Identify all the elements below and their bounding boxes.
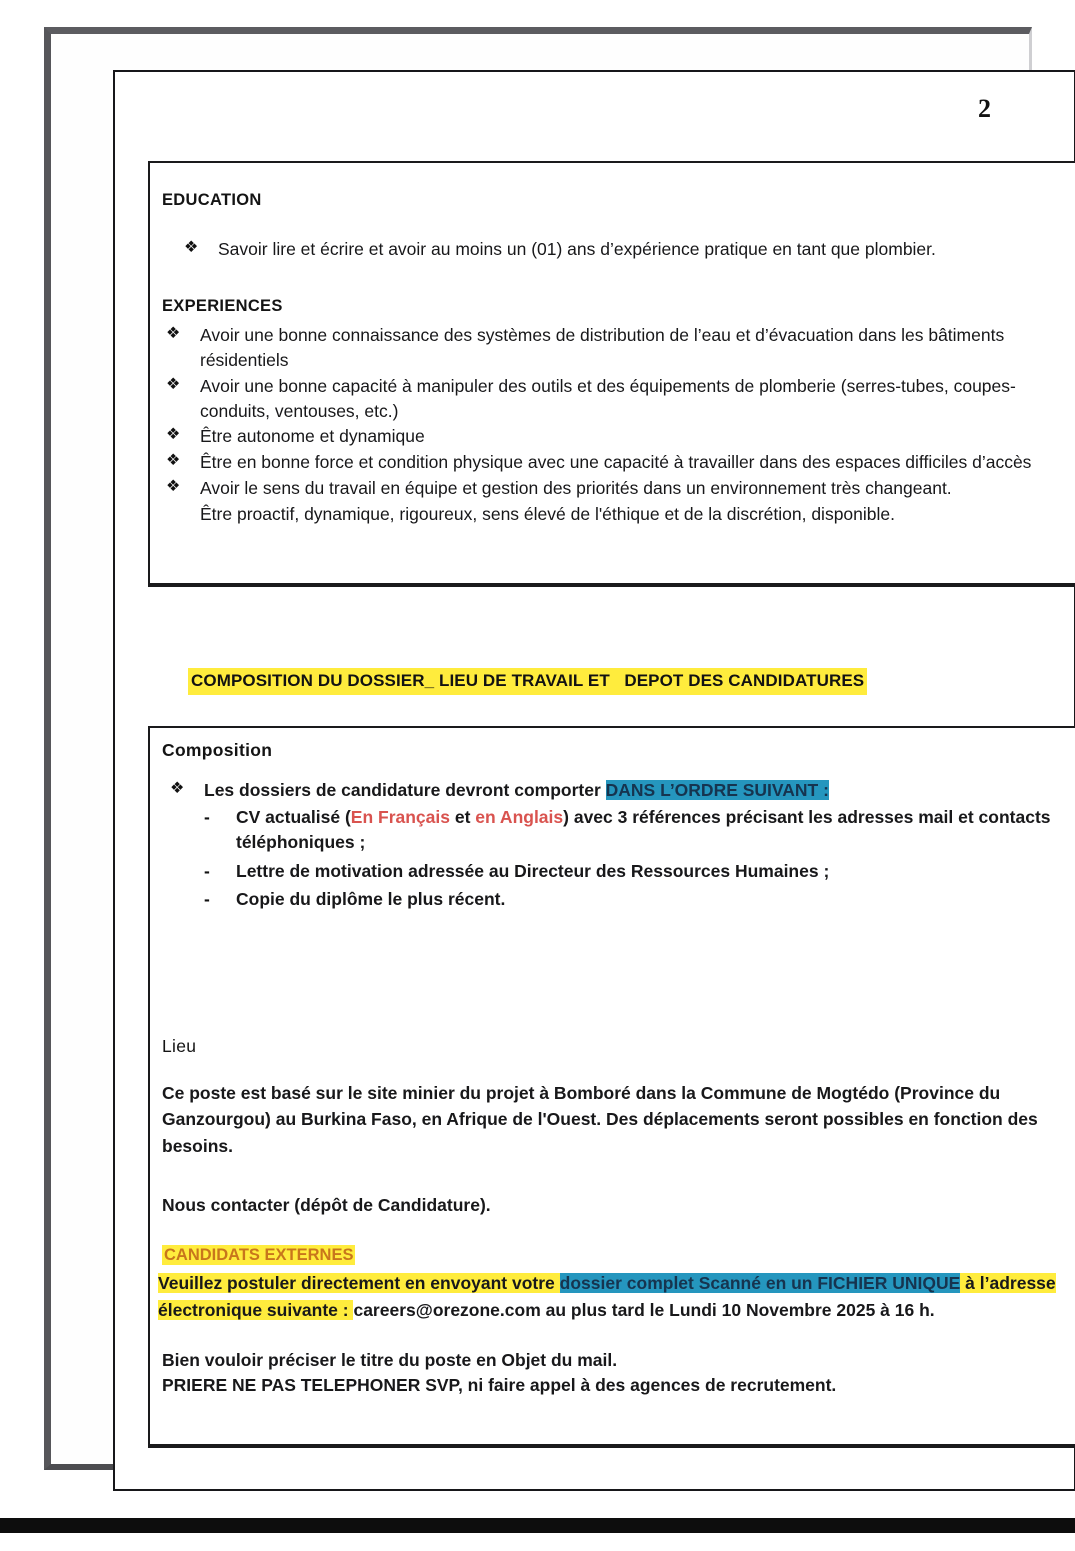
diamond-bullet-icon: ❖ (170, 780, 185, 797)
diamond-bullet-icon: ❖ (166, 452, 181, 470)
contact-line-wrap (162, 1193, 491, 1218)
lieu-paragraph: Ce poste est basé sur le site minier du projet à Bomboré dans la Commune de Mogtédo (Province du Ganzourgou) au Burkina Faso, en Afrique de l'Ouest. Des déplacements seront possibles en fonction des besoins. (162, 1083, 1038, 1156)
cv-prefix: CV actualisé ( (236, 806, 351, 827)
list-item (166, 323, 1072, 373)
cv-suffix: ) avec 3 références précisant les adresses mail et contacts téléphoniques ; (236, 806, 1051, 852)
list-item (184, 237, 1074, 262)
experiences-trailing-line-row (166, 502, 1072, 527)
note-line: Bien vouloir préciser le titre du poste en Objet du mail. (162, 1350, 618, 1370)
scanned-page-frame (44, 27, 1056, 1470)
diamond-bullet-icon: ❖ (166, 325, 181, 342)
list-item (166, 424, 1072, 449)
list-item (166, 476, 1072, 501)
note-line: PRIERE NE PAS TELEPHONER SVP, ni faire appel à des agences de recrutement. (162, 1374, 837, 1395)
diamond-bullet-icon: ❖ (184, 239, 199, 256)
education-heading: EDUCATION (162, 191, 262, 209)
composition-lead (204, 778, 1070, 803)
scanner-edge-bar (0, 1518, 1075, 1533)
list-item (170, 778, 1070, 803)
experience-item-text: Être en bonne force et condition physique avec une capacité à travailler dans des espaces difficiles d’accès (200, 452, 1032, 473)
composition-sub-item-text: Lettre de motivation adressée au Directeur des Ressources Humaines ; (236, 860, 830, 881)
lieu-heading-wrap (162, 1036, 196, 1057)
composition-heading: Composition (162, 740, 273, 760)
list-item (166, 374, 1072, 424)
experience-item-text: Être autonome et dynamique (200, 426, 425, 447)
section-banner-composition: COMPOSITION DU DOSSIER_ LIEU DE TRAVAIL ET DEPOT DES CANDIDATURES (188, 668, 867, 695)
dash-bullet-icon: - (204, 860, 210, 881)
application-deadline: au plus tard le Lundi 10 Novembre 2025 à 16 h. (540, 1299, 935, 1320)
experiences-items (166, 323, 1072, 527)
composition-heading-wrap (162, 740, 272, 761)
composition-sub-item-text (236, 805, 1070, 855)
list-item (204, 887, 1070, 912)
composition-sub-list (204, 805, 1070, 912)
external-candidates-instructions (158, 1270, 1064, 1323)
external-candidates-heading: CANDIDATS EXTERNES (164, 1246, 354, 1264)
cv-mid: et (450, 806, 476, 827)
page-inner-border (113, 70, 1075, 1491)
diamond-bullet-icon: ❖ (166, 478, 181, 496)
composition-lead-highlight: DANS L’ORDRE SUIVANT : (605, 780, 829, 800)
composition-lead-prefix: Les dossiers de candidature devront comporter (204, 780, 606, 800)
cv-lang-fr: En Français (350, 806, 450, 827)
closing-notes (162, 1348, 1062, 1398)
experiences-trailing-line: Être proactif, dynamique, rigoureux, sens élevé de l'éthique et de la discrétion, disponible. (200, 503, 896, 524)
application-email[interactable]: careers@orezone.com (353, 1299, 541, 1320)
external-candidates-heading-wrap (162, 1244, 1068, 1267)
instructions-part-1: Veuillez postuler directement en envoyant votre (158, 1273, 560, 1294)
composition-list (170, 778, 1070, 916)
diamond-bullet-icon: ❖ (166, 426, 181, 444)
page-number: 2 (978, 94, 992, 123)
education-heading-wrap (162, 191, 262, 210)
experience-item-text: Avoir le sens du travail en équipe et gestion des priorités dans un environnement très changeant. (200, 478, 952, 499)
instructions-part-2: à l’adresse électronique suivante : (158, 1273, 1056, 1320)
lieu-body (162, 1080, 1070, 1159)
list-item (204, 859, 1070, 884)
qualifications-box (148, 161, 1075, 587)
dossier-box (148, 726, 1075, 1448)
contact-line: Nous contacter (dépôt de Candidature). (162, 1195, 491, 1215)
diamond-bullet-icon: ❖ (166, 375, 181, 393)
dash-bullet-icon: - (204, 806, 210, 827)
list-item (166, 450, 1072, 475)
composition-sub-item-text: Copie du diplôme le plus récent. (236, 889, 506, 910)
list-item (204, 805, 1070, 855)
education-item-text: Savoir lire et écrire et avoir au moins un (01) ans d’expérience pratique en tant que plombier. (218, 239, 936, 259)
experiences-heading-wrap (162, 297, 283, 316)
instructions-highlight-teal: dossier complet Scanné en un FICHIER UNIQUE (559, 1273, 961, 1294)
cv-lang-en: en Anglais (475, 806, 564, 827)
experience-item-text: Avoir une bonne connaissance des systèmes de distribution de l’eau et d’évacuation dans les bâtiments résidentiels (200, 325, 1005, 370)
dash-bullet-icon: - (204, 889, 210, 910)
experience-item-text: Avoir une bonne capacité à manipuler des outils et des équipements de plomberie (serres-tubes, coupes-conduits, ventouses, etc.) (200, 375, 1016, 421)
education-items (184, 237, 1074, 262)
external-candidates-block (158, 1244, 1068, 1323)
lieu-heading: Lieu (162, 1036, 197, 1056)
experiences-heading: EXPERIENCES (162, 297, 283, 315)
